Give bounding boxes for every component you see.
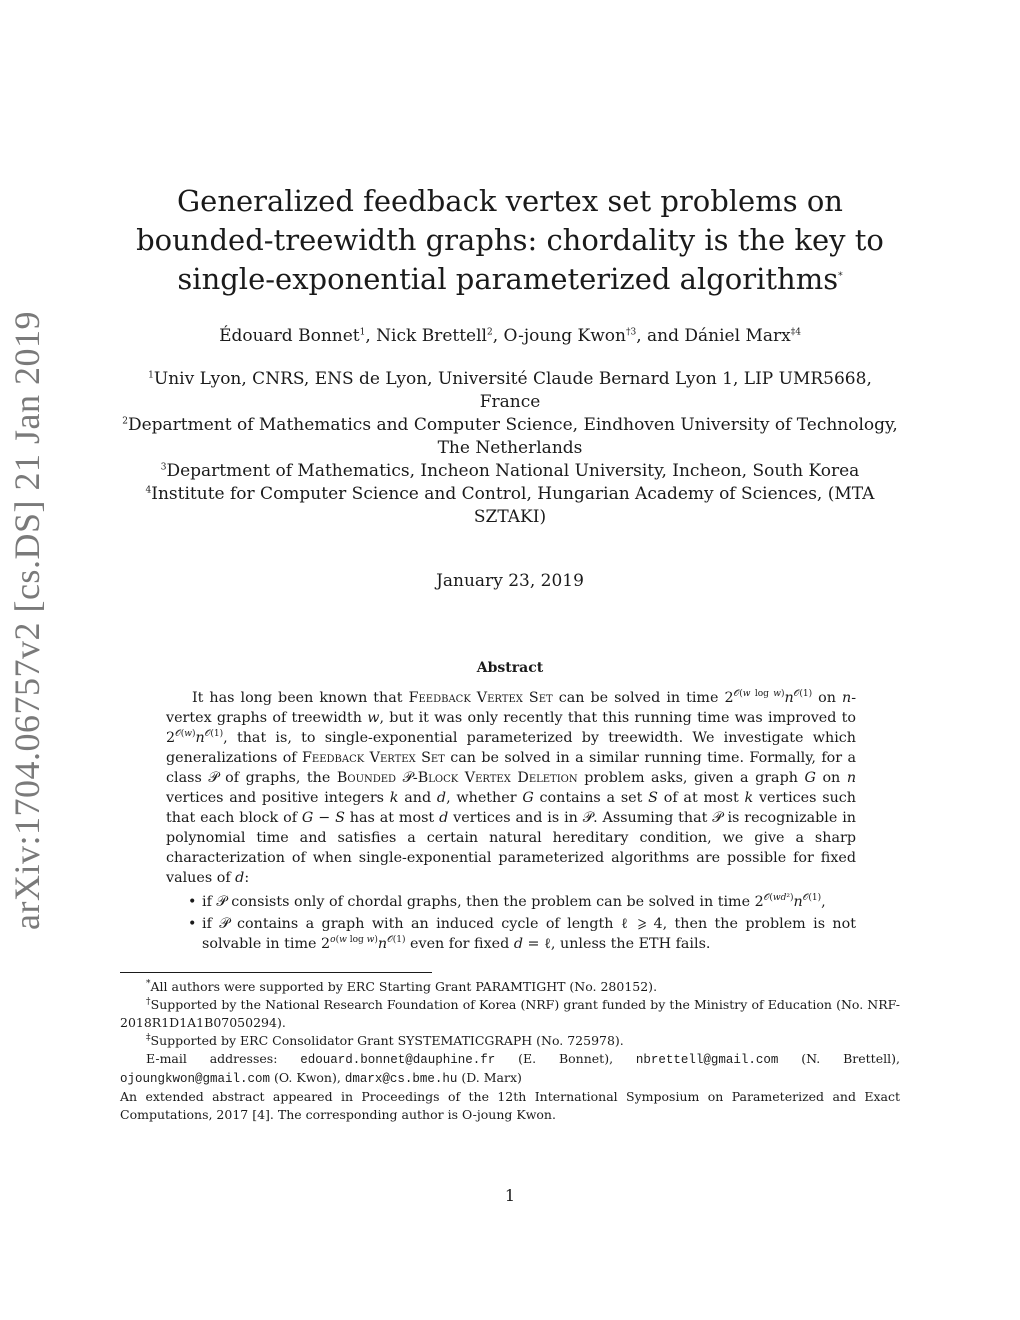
email-link[interactable]: nbrettell@gmail.com [635, 1053, 779, 1067]
footnote: ‡Supported by ERC Consolidator Grant SYSTEMATICGRAPH (No. 725978). [146, 1032, 624, 1048]
affiliation: $^3$Department of Mathematics, Incheon National University, Incheon, South Korea [160, 461, 860, 481]
author: Nick Brettell [376, 326, 487, 346]
paper-title: Generalized feedback vertex set problems on bounded-treewidth graphs: chordality is the key to single-exponential parameterized algorithms* [136, 184, 884, 296]
footnote-emails: E-mail addresses: edouard.bonnet@dauphine.fr (E. Bonnet), nbrettell@gmail.com (N. Brettell), ojoungkwon@gmail.com (O. Kwon), dmarx@cs.bme.hu (D. Marx) [120, 1051, 900, 1086]
list-item: • if 𝒫 contains a graph with an induced cycle of length ℓ ⩾ 4, then the problem is not solvable in time $2^{o(w log w)}n^{𝒪(1)}$ even for fixed d = ℓ, unless the ETH fails. [188, 916, 856, 952]
result-bullet-list [166, 892, 856, 954]
email-link[interactable]: dmarx@cs.bme.hu [344, 1072, 458, 1086]
arxiv-identifier-stamp: arXiv:1704.06757v2 [cs.DS] 21 Jan 2019 [7, 311, 47, 930]
email-link[interactable]: edouard.bonnet@dauphine.fr [300, 1053, 496, 1067]
page-number: 1 [504, 1186, 516, 1205]
author-list: Édouard Bonnet$^1$, Nick Brettell$^2$, O-joung Kwon$^{\dagger 3}$, and Dániel Marx$^{\ddagger 4}$ [219, 326, 801, 346]
author: Édouard Bonnet [219, 326, 360, 346]
author: O-joung Kwon [503, 326, 626, 346]
bullet-icon: • [188, 894, 197, 910]
affiliation: $^2$Department of Mathematics and Computer Science, Eindhoven University of Technology, The Netherlands [122, 415, 898, 458]
email-link[interactable]: ojoungkwon@gmail.com [120, 1072, 271, 1086]
list-item: • if 𝒫 consists only of chordal graphs, then the problem can be solved in time $2^{𝒪(wd^2)}n^{𝒪(1)}$, [188, 893, 826, 910]
footnotes [120, 978, 900, 1124]
footnote: †Supported by the National Research Foundation of Korea (NRF) grant funded by the Ministry of Education (No. NRF-2018R1D1A1B07050294). [120, 996, 900, 1030]
bullet-icon: • [188, 916, 197, 932]
affiliation: $^4$Institute for Computer Science and Control, Hungarian Academy of Sciences, (MTA SZTAKI) [145, 484, 875, 527]
abstract-heading: Abstract [476, 660, 544, 676]
abstract-body: It has long been known that Feedback Vertex Set can be solved in time $2^{𝒪(w log w)}n^{𝒪(1)}$ on n-vertex graphs of treewidth w, but it was only recently that this running time was improved to $2^{𝒪(w)}n^{𝒪(1)}$, that is, to single-exponential parameterized by treewidth. We investigate which generalizations of Feedback Vertex Set can be solved in a similar running time. Formally, for a class 𝒫 of graphs, the Bounded 𝒫-Block Vertex Deletion problem asks, given a graph G on n vertices and positive integers k and d, whether G contains a set S of at most k vertices such that each block of G − S has at most d vertices and is in 𝒫. Assuming that 𝒫 is recognizable in polynomial time and satisfies a certain natural hereditary condition, we give a sharp characterization of when single-exponential parameterized algorithms are possible for fixed values of d: • if 𝒫 consists only of chordal graphs, then the problem can be solved in time $2^{𝒪(wd^2)}n^{𝒪(1)}$, • if 𝒫 contains a graph with an induced cycle of length ℓ ⩾ 4, then the problem is not solvable in time $2^{o(w log w)}n^{𝒪(1)}$ even for fixed d = ℓ, unless the ETH fails. [166, 689, 857, 952]
footnote: *All authors were supported by ERC Starting Grant PARAMTIGHT (No. 280152). [146, 978, 658, 994]
footnote-divider [120, 972, 432, 973]
author: Dániel Marx [684, 326, 791, 346]
affiliation-list [120, 368, 900, 529]
affiliation: $^1$Univ Lyon, CNRS, ENS de Lyon, Université Claude Bernard Lyon 1, LIP UMR5668, France [148, 369, 872, 412]
publication-date: January 23, 2019 [436, 571, 584, 591]
footnote: An extended abstract appeared in Proceedings of the 12th International Symposium on Parameterized and Exact Computations, 2017 [4]. The corresponding author is O-joung Kwon. [120, 1089, 900, 1122]
